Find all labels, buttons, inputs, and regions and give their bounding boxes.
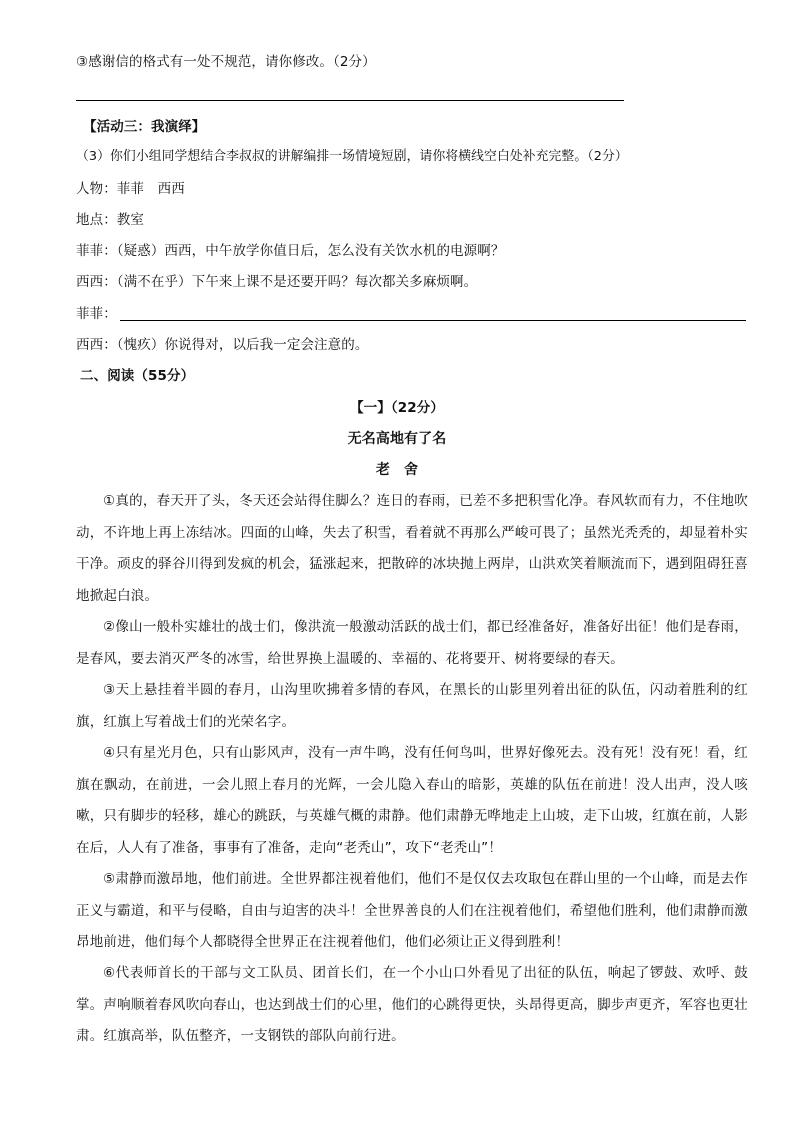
article-paragraph: ①真的，春天开了头，冬天还会站得住脚么？连日的春雨，已差不多把积雪化净。春风软而有力，不住地吹动，不许地上再上冻结冰。四面的山峰，失去了积雪，看着就不再那么严峻可畏了；虽然光秃秃的，却显着朴实干净。顽皮的驿谷川得到发疯的机会，猛涨起来，把散碎的冰块抛上两岸，山洪欢笑着顺流而下，遇到阻碍狂喜地掀起白浪。: [76, 493, 748, 604]
article-title: 无名高地有了名: [347, 431, 447, 447]
dialogue-answer-blank: [120, 320, 746, 321]
article-author: 老 舍: [375, 462, 419, 478]
article-paragraph: ④只有星光月色，只有山影风声，没有一声牛鸣，没有任何鸟叫，世界好像死去。没有死！没有死！看，红旗在飘动，在前进，一会儿照上春月的光辉，一会儿隐入春山的暗影，英雄的队伍在前进！没人出声，没人咳嗽，只有脚步的轻移，雄心的跳跃，与英雄气概的肃静。他们肃静无哗地走上山坡，走下山坡，红旗在前，人影在后，人人有了准备，事事有了准备，走向“老秃山”，攻下“老秃山”！: [76, 745, 748, 856]
answer-blank-line: [76, 100, 624, 101]
characters-line: 人物：菲菲 西西: [76, 181, 185, 197]
dialogue-line: 菲菲：: [76, 306, 117, 322]
article-paragraph: ⑤肃静而激昂地，他们前进。全世界都注视着他们，他们不是仅仅去攻取包在群山里的一个山峰，而是去作正义与霸道，和平与侵略，自由与迫害的决斗！全世界善良的人们在注视着他们，希望他们胜利，他们肃静而激昂地前进，他们每个人都晓得全世界正在注视着他们，他们必须让正义得到胜利！: [76, 871, 748, 950]
article-paragraph: ③天上悬挂着半圆的春月，山沟里吹拂着多情的春风，在黑长的山影里列着出征的队伍，闪动着胜利的红旗，红旗上写着战士们的光荣名字。: [76, 682, 748, 730]
location-line: 地点：教室: [76, 212, 144, 228]
article-paragraph: ⑥代表师首长的干部与文工队员、团首长们，在一个小山口外看见了出征的队伍，响起了锣鼓、欢呼、鼓掌。声响顺着春风吹向春山，也达到战士们的心里，他们的心跳得更快，头昂得更高，脚步声更齐，军容也更壮肃。红旗高举，队伍整齐，一支钢铁的部队向前行进。: [76, 965, 748, 1044]
activity3-heading: 【活动三：我演绎】: [83, 119, 206, 135]
part-heading: 【一】（22分）: [350, 400, 444, 416]
question-format-correction: ③感谢信的格式有一处不规范，请你修改。（2分）: [76, 54, 376, 70]
article-paragraph: ②像山一般朴实雄壮的战士们，像洪流一般激动活跃的战士们，都已经准备好，准备好出征！他们是春雨，是春风，要去消灭严冬的冰雪，给世界换上温暖的、幸福的、花将要开、树将要绿的春天。: [76, 619, 748, 667]
dialogue-line: 西西：（满不在乎）下午来上课不是还要开吗？每次都关多麻烦啊。: [76, 274, 478, 290]
dialogue-line: 菲菲：（疑惑）西西，中午放学你值日后，怎么没有关饮水机的电源啊？: [76, 243, 505, 259]
activity3-instruction: （3）你们小组同学想结合李叔叔的讲解编排一场情境短剧，请你将横线空白处补充完整。（2分）: [76, 149, 628, 164]
section-heading: 二、阅读（55分）: [80, 368, 195, 384]
dialogue-line: 西西：（愧疚）你说得对，以后我一定会注意的。: [76, 337, 369, 353]
